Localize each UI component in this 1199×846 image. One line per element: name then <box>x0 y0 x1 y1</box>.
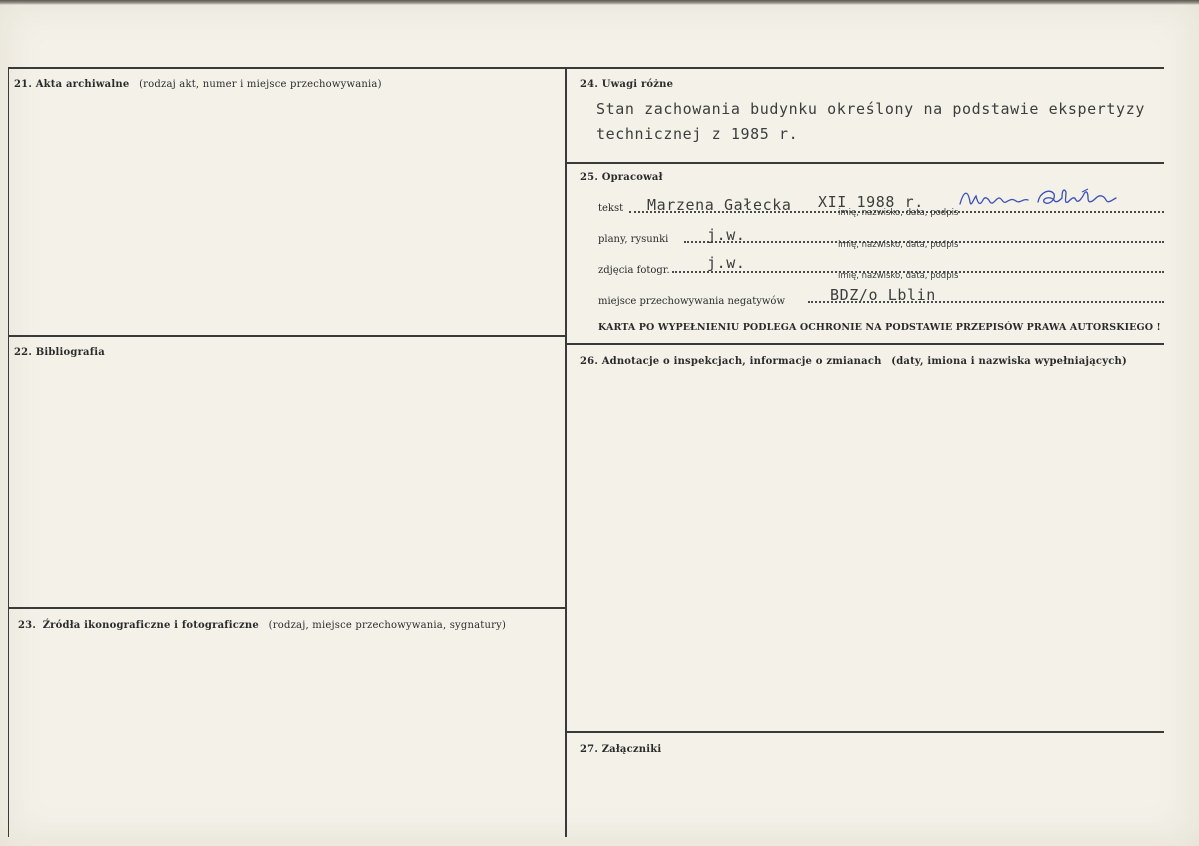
section-title: Akta archiwalne <box>35 79 130 90</box>
negatywy-label: miejsce przechowywania negatywów <box>598 296 785 307</box>
top-rule <box>8 67 1164 69</box>
zdjecia-label: zdjęcia fotogr. <box>598 265 670 276</box>
negatywy-value: BDZ/o Lblin <box>830 286 936 304</box>
section-25-heading <box>580 172 663 183</box>
tekst-caption: imię, nazwisko, data, podpis <box>838 208 959 218</box>
section-note: (daty, imiona i nazwiska wypełniających) <box>891 356 1127 367</box>
tekst-date: XII 1988 r. <box>818 193 924 211</box>
remarks-line-2: technicznej z 1985 r. <box>596 125 799 143</box>
section-title: Bibliografia <box>35 347 105 358</box>
section-title: Uwagi różne <box>601 79 674 90</box>
section-26-heading <box>580 356 1127 367</box>
section-note: (rodzaj, miejsce przechowywania, sygnatury) <box>268 620 507 631</box>
tekst-author-name: Marzena Gałecka <box>647 196 792 214</box>
section-number: 26. <box>580 356 598 367</box>
copyright-warning: KARTA PO WYPEŁNIENIU PODLEGA OCHRONIE NA PODSTAWIE PRZEPISÓW PRAWA AUTORSKIEGO ! <box>598 322 1161 333</box>
section-number: 22. <box>14 347 32 358</box>
section-title: Opracował <box>601 172 663 183</box>
tekst-label: tekst <box>598 203 624 214</box>
plany-caption: imię, nazwisko, data, podpis <box>838 240 959 250</box>
section-number: 25. <box>580 172 598 183</box>
section-number: 21. <box>14 79 32 90</box>
section-23-heading <box>18 620 506 631</box>
section-27-heading <box>580 744 661 755</box>
section-21-heading <box>14 79 382 90</box>
section-24-heading <box>580 79 673 90</box>
remarks-line-1: Stan zachowania budynku określony na podstawie ekspertyzy <box>596 100 1145 118</box>
section-number: 23. <box>18 620 36 631</box>
rule-24-25 <box>566 162 1164 164</box>
section-number: 27. <box>580 744 598 755</box>
handwritten-signature <box>958 186 1128 220</box>
plany-value: j.w. <box>707 226 746 244</box>
section-number: 24. <box>580 79 598 90</box>
center-rule <box>565 67 567 837</box>
plany-label: plany, rysunki <box>598 234 669 245</box>
section-note: (rodzaj akt, numer i miejsce przechowywania) <box>139 79 382 90</box>
rule-22-23 <box>8 607 566 609</box>
section-title: Źródła ikonograficzne i fotograficzne <box>42 620 259 631</box>
rule-21-22 <box>8 335 566 337</box>
section-title: Załączniki <box>601 744 662 755</box>
left-rule <box>8 67 9 837</box>
paper-edge <box>0 0 1199 5</box>
rule-26-27 <box>566 731 1164 733</box>
section-22-heading <box>14 347 105 358</box>
zdjecia-caption: imię, nazwisko, data, podpis <box>838 271 959 281</box>
zdjecia-value: j.w. <box>707 254 746 272</box>
rule-25-26 <box>566 343 1164 345</box>
section-title: Adnotacje o inspekcjach, informacje o zmianach <box>601 356 882 367</box>
